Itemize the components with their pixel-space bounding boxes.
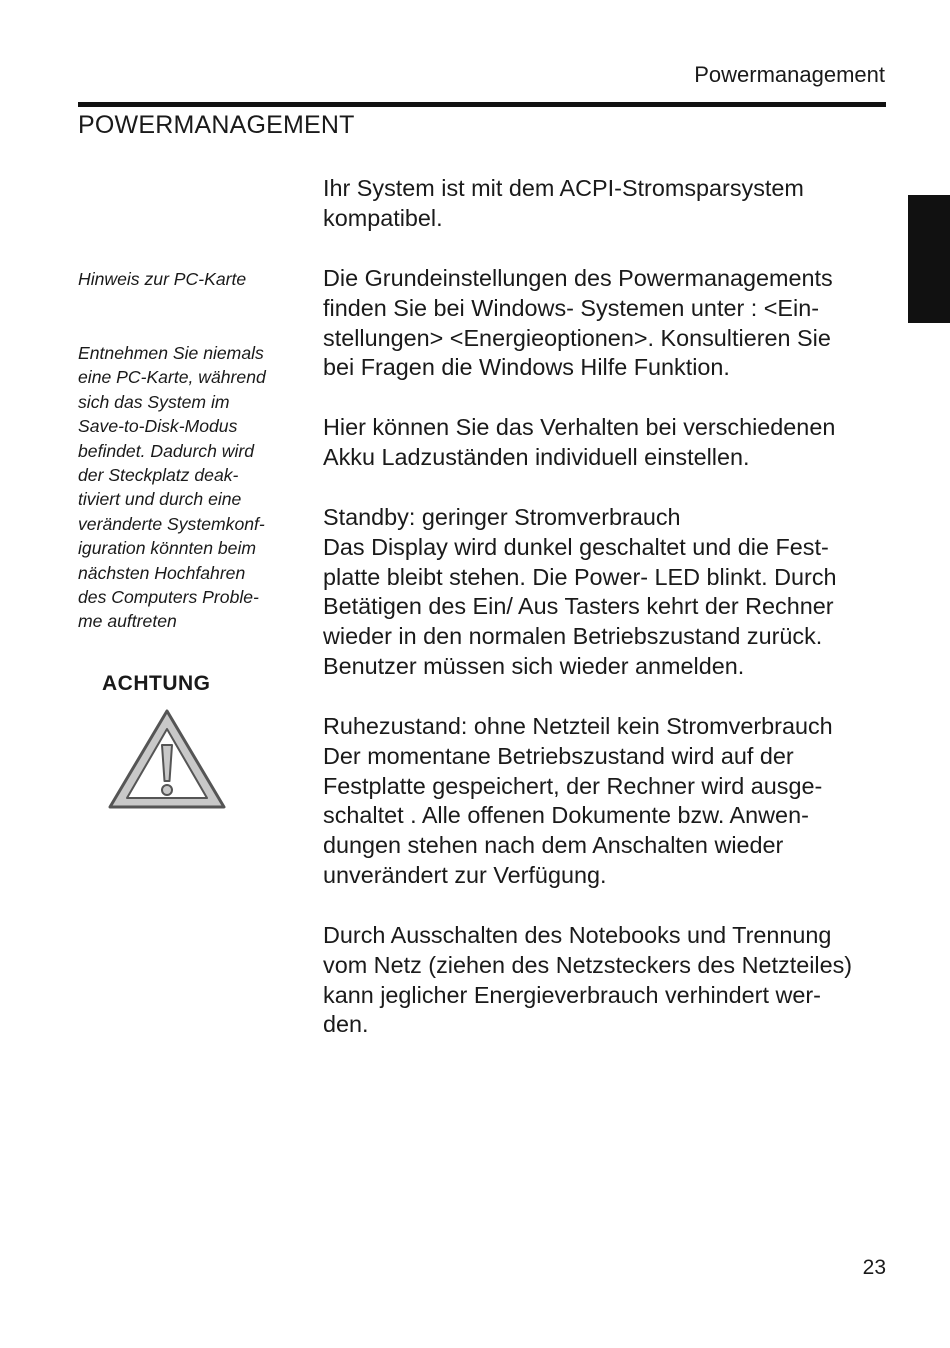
warning-note: Entnehmen Sie niemals eine PC-Karte, während sich das System im Save-to-Disk-Modus befindet. Dadurch wird der Steckplatz deak- tiviert und durch eine veränderte Systemkonf- iguration könnten beim nächsten Hochfahren des Computers Proble- me auftreten: [78, 343, 266, 632]
paragraph-acpi: Ihr System ist mit dem ACPI-Stromsparsystem kompatibel.: [323, 175, 804, 231]
paragraph-power-off: Durch Ausschalten des Notebooks und Trennung vom Netz (ziehen des Netzsteckers des Netzteiles) kann jeglicher Energieverbrauch verhindert wer- den.: [323, 922, 853, 1038]
running-header: Powermanagement: [694, 62, 885, 87]
section-title: POWERMANAGEMENT: [78, 111, 355, 139]
paragraph-hibernate: Ruhezustand: ohne Netzteil kein Stromverbrauch Der momentane Betriebszustand wird auf der Festplatte gespeichert, der Rechner wird ausge- schaltet . Alle offenen Dokumente bzw. Anwen- dungen stehen nach dem Anschalten wieder unverändert zur Verfügung.: [323, 713, 833, 888]
paragraph-standby: Standby: geringer Stromverbrauch Das Display wird dunkel geschaltet und die Fest- platte bleibt stehen. Die Power- LED blinkt. Durch Betätigen des Ein/ Aus Tasters kehrt der Rechner wieder in den normalen Betriebszustand zurück. Benutzer müssen sich wieder anmelden.: [323, 504, 837, 679]
hint-title: Hinweis zur PC-Karte: [78, 269, 247, 289]
header-rule: [78, 102, 886, 107]
page-number: 23: [862, 1256, 886, 1279]
chapter-thumb-tab: [908, 195, 950, 323]
paragraph-battery: Hier können Sie das Verhalten bei verschiedenen Akku Ladzuständen individuell einstellen.: [323, 414, 836, 470]
warning-triangle-icon: [106, 707, 228, 813]
paragraph-settings: Die Grundeinstellungen des Powermanagements finden Sie bei Windows- Systemen unter : <Ein- stellungen> <Energieoptionen>. Konsultieren Sie bei Fragen die Windows Hilfe Funktion.: [323, 265, 833, 381]
achtung-label: ACHTUNG: [102, 672, 211, 695]
